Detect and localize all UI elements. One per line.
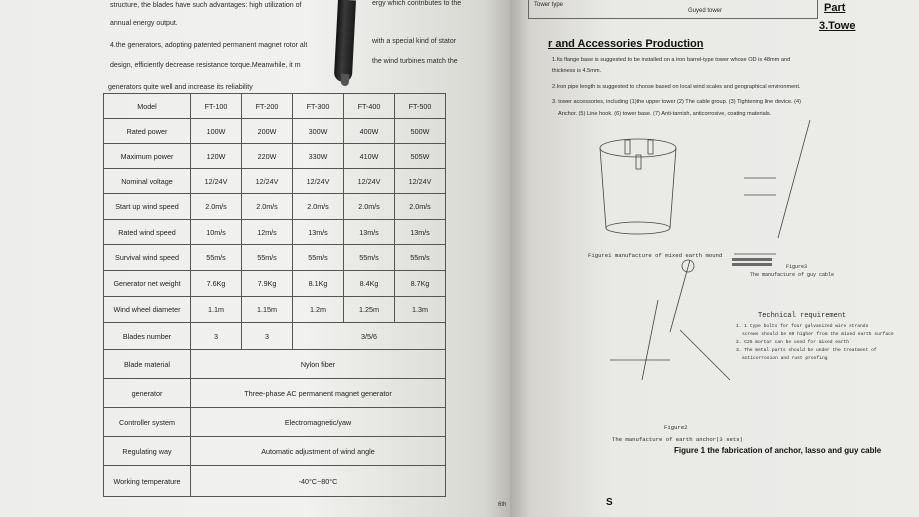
table-header-cell: FT-400 — [344, 94, 395, 119]
table-cell: 2.0m/s — [344, 194, 395, 220]
table-cell: Generator net weight — [104, 271, 191, 297]
text-line-1-tail: ergy which contributes to the — [372, 0, 462, 7]
text-line-2: annual energy output. — [110, 20, 178, 27]
bolt — [625, 140, 630, 154]
table-cell: Nominal voltage — [104, 169, 191, 194]
tech-3: 3. The metal parts should be under the treatment of — [736, 348, 877, 353]
table-cell: Regulating way — [104, 437, 191, 466]
table-row — [104, 169, 446, 194]
para-3b: Anchor. (5) Line hook. (6) tower base. (7) Anti-tarnish, anticorrosive, coating materials. — [558, 111, 772, 117]
table-cell: Wind wheel diameter — [104, 297, 191, 323]
table-cell: 12/24V — [191, 169, 242, 194]
table-cell: 12/24V — [293, 169, 344, 194]
table-cell: Controller system — [104, 408, 191, 437]
dimension-line — [680, 330, 730, 380]
table-cell: 1.25m — [344, 297, 395, 323]
part-label: Part — [824, 2, 846, 14]
table-cell: Automatic adjustment of wind angle — [191, 437, 446, 466]
table-cell: 55m/s — [395, 245, 446, 271]
table-cell: Maximum power — [104, 144, 191, 169]
tower-type-value: Guyed tower — [688, 8, 723, 14]
mound-base — [606, 222, 670, 234]
table-cell: generator — [104, 379, 191, 408]
table-cell: 12/24V — [242, 169, 293, 194]
table-cell: Blade material — [104, 350, 191, 379]
table-cell: 3 — [242, 323, 293, 350]
table-cell: 1.3m — [395, 297, 446, 323]
mound-side — [670, 148, 676, 228]
table-cell: 7.9Kg — [242, 271, 293, 297]
table-cell: 100W — [191, 119, 242, 144]
table-row — [104, 350, 446, 379]
tech-3b: anticorrosion and rust proofing — [742, 356, 828, 361]
text-line-1: structure, the blades have such advantages: high utilization of — [110, 2, 302, 9]
table-header-row — [104, 94, 446, 119]
table-header-cell: Model — [104, 94, 191, 119]
table-cell: 505W — [395, 144, 446, 169]
text-line-5: generators quite well and increase its reliability — [108, 84, 253, 91]
table-row — [104, 119, 446, 144]
tech-2: 2. C25 mortar can be used for mixed earth — [736, 340, 850, 345]
table-cell: 13m/s — [344, 220, 395, 245]
table-cell: 8.4Kg — [344, 271, 395, 297]
table-header-cell: FT-500 — [395, 94, 446, 119]
tech-1: 1. 1 type bolts for four galvanized wire strands — [736, 324, 869, 329]
table-cell: 2.0m/s — [395, 194, 446, 220]
table-header-cell: FT-100 — [191, 94, 242, 119]
mound-side — [600, 148, 606, 228]
table-cell: 3 — [191, 323, 242, 350]
mound-top — [600, 139, 676, 157]
table-cell: 3/5/6 — [293, 323, 446, 350]
bolt — [648, 140, 653, 154]
table-cell: 8.7Kg — [395, 271, 446, 297]
table-cell: 300W — [293, 119, 344, 144]
table-row — [104, 220, 446, 245]
table-cell: Electromagnetic/yaw — [191, 408, 446, 437]
section-number: 3.Towe — [819, 20, 856, 32]
tech-title: Technical requirement — [758, 312, 847, 320]
table-cell: Nylon fiber — [191, 350, 446, 379]
table-cell: Start up wind speed — [104, 194, 191, 220]
table-cell: 7.6Kg — [191, 271, 242, 297]
page-letter: S — [606, 497, 613, 508]
table-cell: 12/24V — [395, 169, 446, 194]
table-row — [104, 437, 446, 466]
table-row — [104, 194, 446, 220]
table-cell: 12m/s — [242, 220, 293, 245]
table-row — [104, 466, 446, 497]
para-3: 3. tower accessories, including (1)the upper tower (2) The cable group. (3) Tightening line device. (4) — [552, 99, 801, 105]
table-cell: 410W — [344, 144, 395, 169]
guy-line — [778, 120, 810, 238]
table-cell: 10m/s — [191, 220, 242, 245]
anchor-line — [642, 300, 658, 380]
table-cell: 2.0m/s — [293, 194, 344, 220]
para-1: 1.Its flange base is suggested to be installed on a iron barrel-type tower whose OD is 48mm and — [552, 57, 791, 63]
table-cell: 55m/s — [242, 245, 293, 271]
figure2-sub: The manufacture of earth anchor(3 sets) — [612, 436, 743, 443]
para-2: 2.Iron pipe length is suggested to choose based on local wind scales and geographical environment. — [552, 84, 801, 90]
table-cell: 1.15m — [242, 297, 293, 323]
table-row — [104, 271, 446, 297]
text-line-4: design, efficiently decrease resistance torque.Meanwhile, it m — [110, 62, 301, 69]
table-cell: Three-phase AC permanent magnet generator — [191, 379, 446, 408]
table-cell: 220W — [242, 144, 293, 169]
text-line-3: 4.the generators, adopting patented permanent magnet rotor alt — [110, 42, 308, 49]
table-cell: Survival wind speed — [104, 245, 191, 271]
table-cell: 2.0m/s — [242, 194, 293, 220]
table-cell: 55m/s — [293, 245, 344, 271]
main-figure-caption: Figure 1 the fabrication of anchor, lasso and guy cable — [674, 446, 882, 455]
table-row — [104, 323, 446, 350]
table-cell: 8.1Kg — [293, 271, 344, 297]
table-cell: 200W — [242, 119, 293, 144]
table-cell: 400W — [344, 119, 395, 144]
table-cell: Working temperature — [104, 466, 191, 497]
text-line-4-tail: the wind turbines match the — [372, 58, 458, 65]
spec-table — [103, 93, 446, 497]
figure3-sub: The manufacture of guy cable — [750, 272, 835, 278]
table-cell: 500W — [395, 119, 446, 144]
tower-type-label: Tower type — [534, 2, 564, 8]
text-line-3-tail: with a special kind of stator — [372, 38, 457, 45]
table-row — [104, 297, 446, 323]
table-cell: 13m/s — [293, 220, 344, 245]
tech-1b: screws should be 60 higher from the mixed earth surface — [742, 332, 894, 337]
para-1b: thickness is 4.5mm. — [552, 68, 602, 74]
table-cell: 120W — [191, 144, 242, 169]
table-cell: Rated power — [104, 119, 191, 144]
right-page — [510, 0, 919, 517]
pen-tip — [341, 74, 350, 86]
table-cell: 13m/s — [395, 220, 446, 245]
figure1-caption: Figure1 manufacture of mixed earth mound — [588, 252, 723, 259]
table-row — [104, 408, 446, 437]
table-cell: Rated wind speed — [104, 220, 191, 245]
table-cell: 1.2m — [293, 297, 344, 323]
section-heading: r and Accessories Production — [548, 38, 704, 50]
table-row — [104, 245, 446, 271]
table-header-cell: FT-200 — [242, 94, 293, 119]
table-cell: Blades number — [104, 323, 191, 350]
page-number: 6th — [498, 502, 507, 508]
figure3-caption: Figure3 — [786, 264, 808, 270]
anchor-rod — [670, 260, 690, 332]
table-cell: 330W — [293, 144, 344, 169]
table-row — [104, 144, 446, 169]
table-row — [104, 379, 446, 408]
table-cell: -40°C~80°C — [191, 466, 446, 497]
figure2-caption: Figure2 — [664, 424, 688, 431]
table-cell: 2.0m/s — [191, 194, 242, 220]
table-cell: 1.1m — [191, 297, 242, 323]
table-cell: 55m/s — [191, 245, 242, 271]
table-header-cell: FT-300 — [293, 94, 344, 119]
table-cell: 12/24V — [344, 169, 395, 194]
table-cell: 55m/s — [344, 245, 395, 271]
